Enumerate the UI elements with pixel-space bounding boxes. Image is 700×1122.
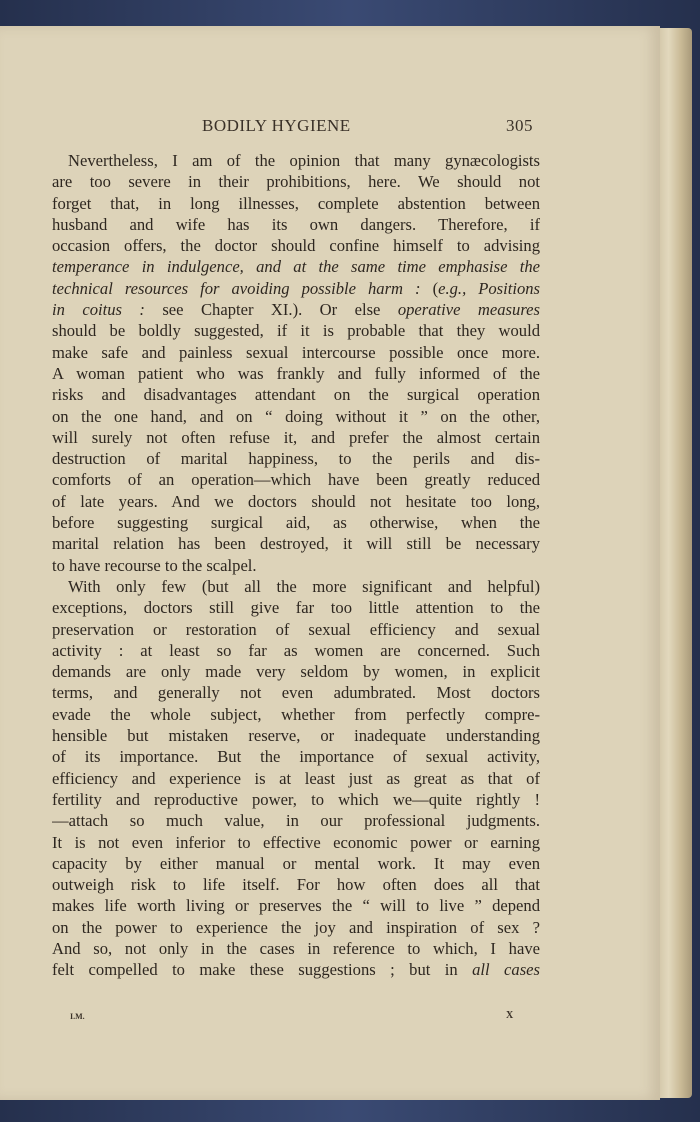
text-line xyxy=(52,320,540,341)
text-run: of its importance. But the importance of sexual activity, xyxy=(52,747,540,767)
text-line xyxy=(52,576,540,597)
text-run: husband and wife has its own dangers. Therefore, if xyxy=(52,214,540,234)
text-run: makes life worth living or preserves the “ will to live ” depend xyxy=(52,896,540,916)
text-line xyxy=(52,448,540,469)
text-line xyxy=(52,895,540,916)
page-header xyxy=(0,116,660,140)
text-run: ( xyxy=(420,278,439,298)
text-line xyxy=(52,746,540,767)
text-line xyxy=(52,150,540,171)
text-run: And so, not only in the cases in reference to which, I have xyxy=(52,938,540,958)
signature-letter: X xyxy=(506,1010,514,1021)
text-run: will surely not often refuse it, and prefer the almost certain xyxy=(52,427,540,447)
text-run: occasion offers, the doctor should confine himself to advising xyxy=(52,236,540,256)
text-line xyxy=(52,533,540,554)
text-line xyxy=(52,597,540,618)
text-run: exceptions, doctors still give far too little attention to the xyxy=(52,598,540,618)
text-line xyxy=(52,959,540,980)
running-title: BODILY HYGIENE xyxy=(202,116,351,135)
text-line xyxy=(52,427,540,448)
text-line xyxy=(52,725,540,746)
text-run: forget that, in long illnesses, complete abstention between xyxy=(52,193,540,213)
text-run: With only few (but all the more significant and helpful) xyxy=(68,576,540,596)
text-run: of late years. And we doctors should not hesitate too long, xyxy=(52,491,540,511)
text-line xyxy=(52,469,540,490)
text-run: are too severe in their prohibitions, here. We should not xyxy=(52,172,540,192)
text-run: before suggesting surgical aid, as otherwise, when the xyxy=(52,513,540,533)
text-run: on the one hand, and on “ doing without it ” on the other, xyxy=(52,406,540,426)
text-line xyxy=(52,171,540,192)
text-run: preservation or restoration of sexual efficiency and sexual xyxy=(52,619,540,639)
text-line xyxy=(52,917,540,938)
text-run: —attach so much value, in our professional judgments. xyxy=(52,811,540,831)
text-run: efficiency and experience is at least just as great as that of xyxy=(52,768,540,788)
italic-run: all cases xyxy=(472,960,540,980)
text-run: Nevertheless, I am of the opinion that many gynæcologists xyxy=(68,151,540,170)
text-run: marital relation has been destroyed, it will still be necessary xyxy=(52,534,540,554)
text-line xyxy=(52,235,540,256)
text-line xyxy=(52,299,540,320)
text-line xyxy=(52,832,540,853)
text-run: see Chapter XI.). Or else xyxy=(144,300,398,320)
text-run: terms, and generally not even adumbrated. Most doctors xyxy=(52,683,540,703)
italic-run: in coitus : xyxy=(52,300,145,320)
text-line xyxy=(52,512,540,533)
text-line xyxy=(52,682,540,703)
italic-run: technical resources for avoiding possible harm : xyxy=(52,278,421,298)
text-run: evade the whole subject, whether from perfectly compre- xyxy=(52,704,540,724)
text-line xyxy=(52,491,540,512)
text-line xyxy=(52,406,540,427)
text-line xyxy=(52,384,540,405)
text-line xyxy=(52,555,540,576)
text-run: destruction of marital happiness, to the perils and dis- xyxy=(52,449,540,469)
text-line xyxy=(52,278,540,299)
text-line xyxy=(52,874,540,895)
page-footer xyxy=(0,1012,660,1026)
text-line xyxy=(52,193,540,214)
text-line xyxy=(52,342,540,363)
italic-run: operative measures xyxy=(397,300,540,320)
text-line xyxy=(52,853,540,874)
text-run: It is not even inferior to effective economic power or earning xyxy=(52,832,540,852)
signature-mark: I.M. xyxy=(70,1012,85,1021)
text-run: to have recourse to the scalpel. xyxy=(52,555,257,575)
text-run: fertility and reproductive power, to which we—quite rightly ! xyxy=(52,789,540,809)
text-run: outweigh risk to life itself. For how often does all that xyxy=(52,875,540,895)
text-run: risks and disadvantages attendant on the surgical operation xyxy=(52,385,540,405)
text-run: make safe and painless sexual intercourse possible once more. xyxy=(52,342,540,362)
page-stack-edge xyxy=(656,28,692,1098)
text-run: on the power to experience the joy and inspiration of sex ? xyxy=(52,917,540,937)
text-line xyxy=(52,789,540,810)
text-line xyxy=(52,619,540,640)
text-line xyxy=(52,938,540,959)
text-run: capacity by either manual or mental work. It may even xyxy=(52,853,540,873)
text-line xyxy=(52,214,540,235)
italic-run: temperance in indulgence, and at the same time emphasise the xyxy=(52,257,540,277)
text-line xyxy=(52,256,540,277)
text-line xyxy=(52,704,540,725)
body-text xyxy=(52,150,540,981)
text-run: demands are only made very seldom by women, in explicit xyxy=(52,662,540,682)
text-run: A woman patient who was frankly and fully informed of the xyxy=(52,363,540,383)
page-number: 305 xyxy=(506,116,533,135)
text-line xyxy=(52,768,540,789)
text-run: comforts of an operation—which have been greatly reduced xyxy=(52,470,540,490)
text-run: should be boldly suggested, if it is probable that they would xyxy=(52,321,540,341)
italic-run: e.g., Positions xyxy=(438,278,540,298)
text-line xyxy=(52,363,540,384)
text-line xyxy=(52,640,540,661)
text-run: activity : at least so far as women are concerned. Such xyxy=(52,640,540,660)
text-run: felt compelled to make these suggestions ; but in xyxy=(52,960,473,980)
text-line xyxy=(52,661,540,682)
text-run: hensible but mistaken reserve, or inadequate understanding xyxy=(52,726,540,746)
text-line xyxy=(52,810,540,831)
